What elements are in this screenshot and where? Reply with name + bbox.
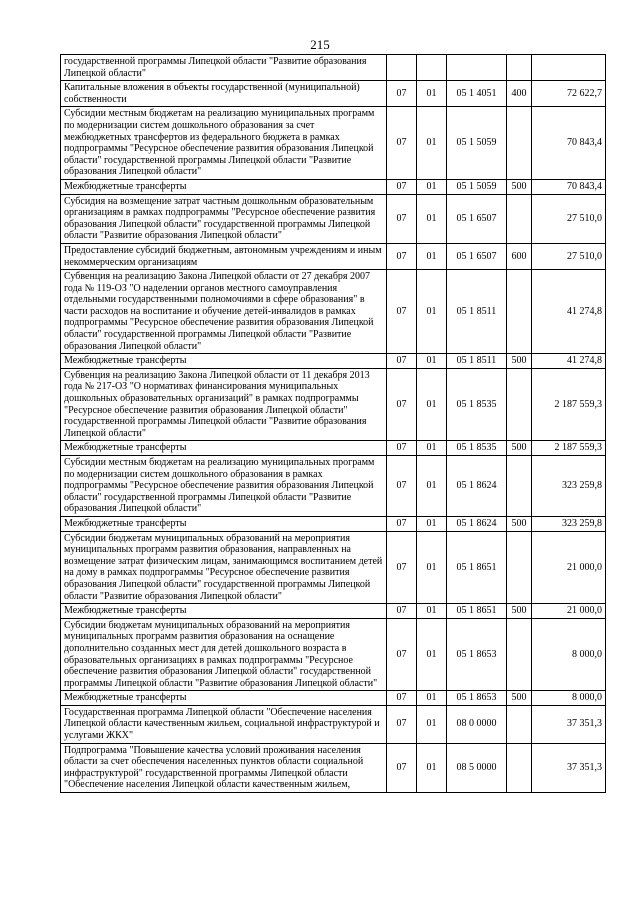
expense-type-cell: 500 bbox=[507, 179, 532, 194]
target-article-cell: 05 1 6507 bbox=[447, 194, 507, 243]
amount-cell: 8 000,0 bbox=[532, 618, 606, 691]
section-code-cell: 07 bbox=[387, 194, 417, 243]
subsection-code-cell: 01 bbox=[417, 604, 447, 619]
expense-name-cell: Субвенция на реализацию Закона Липецкой области от 27 декабря 2007 года № 119-ОЗ "О наделении органов местного самоуправления отдельными государственными полномочиями в сфере образования" в части расходов на воспитание и обучение детей-инвалидов в рамках подпрограммы "Ресурсное обеспечение развития образования Липецкой области" государственной программы Липецкой области "Развитие образования Липецкой области" bbox=[61, 270, 387, 354]
expense-type-cell bbox=[507, 618, 532, 691]
expense-name-cell: Капитальные вложения в объекты государственной (муниципальной) собственности bbox=[61, 81, 387, 107]
subsection-code-cell: 01 bbox=[417, 441, 447, 456]
target-article-cell: 05 1 5059 bbox=[447, 179, 507, 194]
expense-type-cell bbox=[507, 194, 532, 243]
subsection-code-cell: 01 bbox=[417, 194, 447, 243]
budget-table bbox=[60, 54, 606, 793]
subsection-code-cell: 01 bbox=[417, 516, 447, 531]
expense-type-cell: 500 bbox=[507, 604, 532, 619]
amount-cell: 27 510,0 bbox=[532, 194, 606, 243]
table-row bbox=[61, 270, 606, 354]
target-article-cell: 05 1 8511 bbox=[447, 270, 507, 354]
expense-type-cell bbox=[507, 368, 532, 441]
expense-name-cell: Межбюджетные трансферты bbox=[61, 441, 387, 456]
target-article-cell: 05 1 8624 bbox=[447, 516, 507, 531]
expense-name-cell: Межбюджетные трансферты bbox=[61, 354, 387, 369]
table-row bbox=[61, 531, 606, 604]
table-row bbox=[61, 368, 606, 441]
target-article-cell: 08 0 0000 bbox=[447, 705, 507, 743]
expense-name-cell: Межбюджетные трансферты bbox=[61, 691, 387, 706]
amount-cell: 323 259,8 bbox=[532, 456, 606, 517]
section-code-cell: 07 bbox=[387, 107, 417, 180]
target-article-cell: 05 1 8651 bbox=[447, 604, 507, 619]
subsection-code-cell: 01 bbox=[417, 531, 447, 604]
section-code-cell: 07 bbox=[387, 691, 417, 706]
section-code-cell bbox=[387, 55, 417, 81]
subsection-code-cell: 01 bbox=[417, 743, 447, 792]
expense-type-cell bbox=[507, 743, 532, 792]
expense-type-cell bbox=[507, 705, 532, 743]
section-code-cell: 07 bbox=[387, 179, 417, 194]
subsection-code-cell: 01 bbox=[417, 81, 447, 107]
amount-cell: 21 000,0 bbox=[532, 531, 606, 604]
section-code-cell: 07 bbox=[387, 516, 417, 531]
target-article-cell: 08 5 0000 bbox=[447, 743, 507, 792]
subsection-code-cell: 01 bbox=[417, 456, 447, 517]
subsection-code-cell bbox=[417, 55, 447, 81]
subsection-code-cell: 01 bbox=[417, 107, 447, 180]
amount-cell: 37 351,3 bbox=[532, 705, 606, 743]
subsection-code-cell: 01 bbox=[417, 270, 447, 354]
amount-cell: 70 843,4 bbox=[532, 179, 606, 194]
expense-type-cell: 500 bbox=[507, 354, 532, 369]
section-code-cell: 07 bbox=[387, 618, 417, 691]
section-code-cell: 07 bbox=[387, 441, 417, 456]
amount-cell: 37 351,3 bbox=[532, 743, 606, 792]
target-article-cell: 05 1 8535 bbox=[447, 441, 507, 456]
budget-table-body bbox=[61, 55, 606, 793]
subsection-code-cell: 01 bbox=[417, 354, 447, 369]
amount-cell: 2 187 559,3 bbox=[532, 441, 606, 456]
section-code-cell: 07 bbox=[387, 368, 417, 441]
target-article-cell: 05 1 6507 bbox=[447, 243, 507, 269]
expense-name-cell: государственной программы Липецкой области "Развитие образования Липецкой области" bbox=[61, 55, 387, 81]
amount-cell: 72 622,7 bbox=[532, 81, 606, 107]
expense-type-cell: 500 bbox=[507, 516, 532, 531]
section-code-cell: 07 bbox=[387, 354, 417, 369]
expense-type-cell: 600 bbox=[507, 243, 532, 269]
subsection-code-cell: 01 bbox=[417, 179, 447, 194]
expense-name-cell: Субвенция на реализацию Закона Липецкой области от 11 декабря 2013 года № 217-ОЗ "О нормативах финансирования муниципальных дошкольных образовательных организаций" в рамках подпрограммы "Ресурсное обеспечение развития образования Липецкой области" государственной программы Липецкой области "Развитие образования Липецкой области" bbox=[61, 368, 387, 441]
table-row bbox=[61, 691, 606, 706]
expense-name-cell: Государственная программа Липецкой области "Обеспечение населения Липецкой области качественным жильем, социальной инфраструктурой и услугами ЖКХ" bbox=[61, 705, 387, 743]
amount-cell bbox=[532, 55, 606, 81]
amount-cell: 27 510,0 bbox=[532, 243, 606, 269]
expense-name-cell: Межбюджетные трансферты bbox=[61, 604, 387, 619]
target-article-cell: 05 1 8535 bbox=[447, 368, 507, 441]
section-code-cell: 07 bbox=[387, 81, 417, 107]
section-code-cell: 07 bbox=[387, 604, 417, 619]
expense-name-cell: Субсидии местным бюджетам на реализацию муниципальных программ по модернизации систем дошкольного образования в рамках подпрограммы "Ресурсное обеспечение развития образования Липецкой области" государственной программы Липецкой области "Развитие образования Липецкой области" bbox=[61, 456, 387, 517]
target-article-cell: 05 1 8624 bbox=[447, 456, 507, 517]
expense-type-cell bbox=[507, 531, 532, 604]
subsection-code-cell: 01 bbox=[417, 243, 447, 269]
amount-cell: 2 187 559,3 bbox=[532, 368, 606, 441]
amount-cell: 21 000,0 bbox=[532, 604, 606, 619]
subsection-code-cell: 01 bbox=[417, 368, 447, 441]
table-row bbox=[61, 441, 606, 456]
target-article-cell: 05 1 4051 bbox=[447, 81, 507, 107]
expense-name-cell: Субсидии бюджетам муниципальных образований на мероприятия муниципальных программ развития образования, направленных на возмещение затрат физическим лицам, занимающимся воспитанием детей на дому в рамках подпрограммы "Ресурсное обеспечение развития образования Липецкой области" государственной программы Липецкой области "Развитие образования Липецкой области" bbox=[61, 531, 387, 604]
expense-name-cell: Субсидии местным бюджетам на реализацию муниципальных программ по модернизации систем дошкольного образования за счет межбюджетных трансфертов из федерального бюджета в рамках подпрограммы "Ресурсное обеспечение развития образования Липецкой области" государственной программы Липецкой области "Развитие образования Липецкой области" bbox=[61, 107, 387, 180]
table-row bbox=[61, 55, 606, 81]
expense-type-cell: 500 bbox=[507, 441, 532, 456]
target-article-cell: 05 1 8511 bbox=[447, 354, 507, 369]
amount-cell: 70 843,4 bbox=[532, 107, 606, 180]
expense-type-cell bbox=[507, 456, 532, 517]
section-code-cell: 07 bbox=[387, 531, 417, 604]
subsection-code-cell: 01 bbox=[417, 705, 447, 743]
table-row bbox=[61, 243, 606, 269]
subsection-code-cell: 01 bbox=[417, 691, 447, 706]
amount-cell: 41 274,8 bbox=[532, 354, 606, 369]
table-row bbox=[61, 516, 606, 531]
table-row bbox=[61, 618, 606, 691]
table-row bbox=[61, 194, 606, 243]
section-code-cell: 07 bbox=[387, 456, 417, 517]
target-article-cell: 05 1 8651 bbox=[447, 531, 507, 604]
expense-name-cell: Межбюджетные трансферты bbox=[61, 179, 387, 194]
table-row bbox=[61, 604, 606, 619]
table-row bbox=[61, 456, 606, 517]
expense-name-cell: Субсидия на возмещение затрат частным дошкольным образовательным организациям в рамках подпрограммы "Ресурсное обеспечение развития образования Липецкой области" государственной программы Липецкой области "Развитие образования Липецкой области" bbox=[61, 194, 387, 243]
target-article-cell: 05 1 8653 bbox=[447, 618, 507, 691]
section-code-cell: 07 bbox=[387, 270, 417, 354]
amount-cell: 8 000,0 bbox=[532, 691, 606, 706]
expense-name-cell: Субсидии бюджетам муниципальных образований на мероприятия муниципальных программ развития образования на оснащение дополнительно созданных мест для детей дошкольного возраста в образовательных организациях в рамках подпрограммы "Ресурсное обеспечение развития образования Липецкой области" государственной программы Липецкой области "Развитие образования Липецкой области" bbox=[61, 618, 387, 691]
amount-cell: 323 259,8 bbox=[532, 516, 606, 531]
section-code-cell: 07 bbox=[387, 743, 417, 792]
target-article-cell: 05 1 8653 bbox=[447, 691, 507, 706]
expense-name-cell: Межбюджетные трансферты bbox=[61, 516, 387, 531]
table-row bbox=[61, 81, 606, 107]
subsection-code-cell: 01 bbox=[417, 618, 447, 691]
expense-type-cell bbox=[507, 270, 532, 354]
target-article-cell: 05 1 5059 bbox=[447, 107, 507, 180]
table-row bbox=[61, 354, 606, 369]
table-row bbox=[61, 179, 606, 194]
section-code-cell: 07 bbox=[387, 243, 417, 269]
expense-name-cell: Предоставление субсидий бюджетным, автономным учреждениям и иным некоммерческим организациям bbox=[61, 243, 387, 269]
expense-type-cell: 400 bbox=[507, 81, 532, 107]
expense-type-cell: 500 bbox=[507, 691, 532, 706]
table-row bbox=[61, 743, 606, 792]
amount-cell: 41 274,8 bbox=[532, 270, 606, 354]
section-code-cell: 07 bbox=[387, 705, 417, 743]
expense-type-cell bbox=[507, 107, 532, 180]
target-article-cell bbox=[447, 55, 507, 81]
page-number: 215 bbox=[310, 37, 330, 52]
expense-name-cell: Подпрограмма "Повышение качества условий проживания населения области за счет обеспечения населенных пунктов области социальной инфраструктурой" государственной программы Липецкой области "Обеспечение населения Липецкой области качественным жильем, bbox=[61, 743, 387, 792]
table-row bbox=[61, 705, 606, 743]
table-row bbox=[61, 107, 606, 180]
expense-type-cell bbox=[507, 55, 532, 81]
